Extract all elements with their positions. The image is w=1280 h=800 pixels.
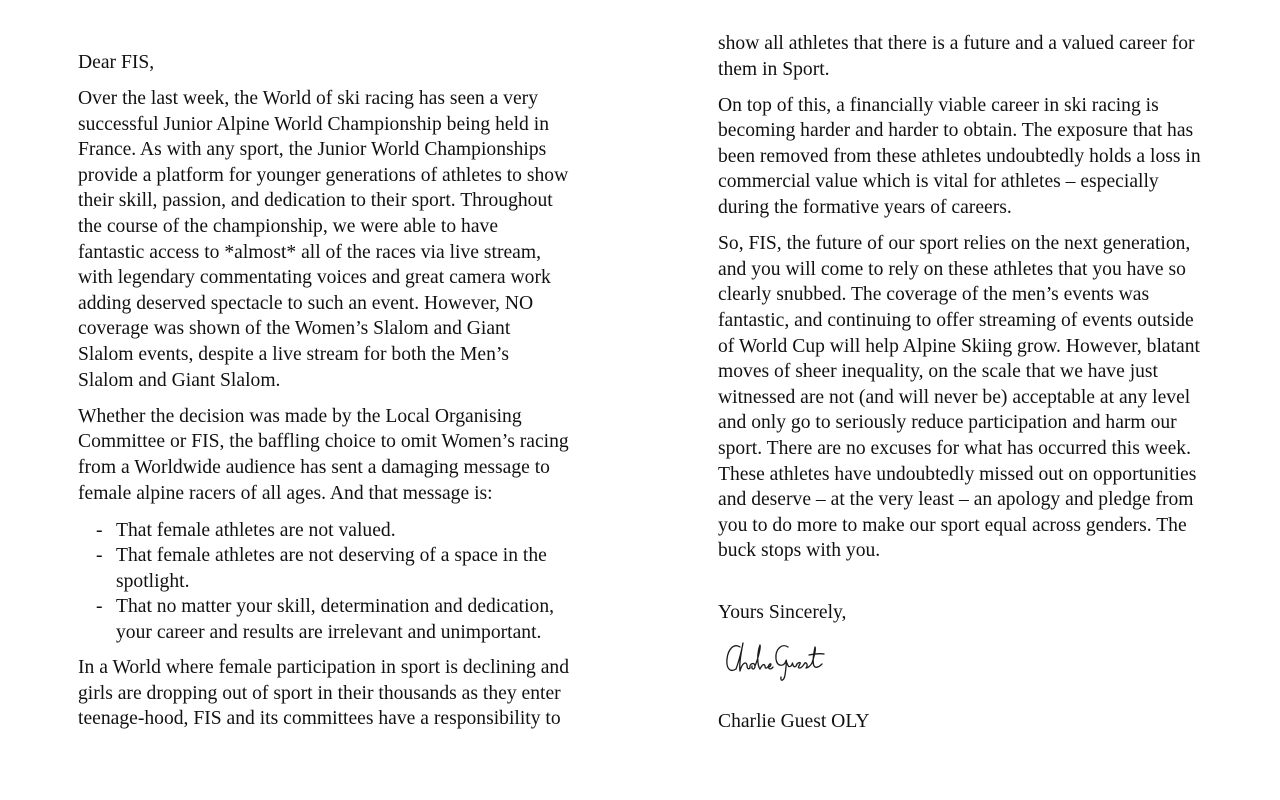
- greeting: Dear FIS,: [78, 52, 155, 73]
- text-line: and you will come to rely on these athletes that you have so: [718, 258, 1186, 280]
- signatory-name: Charlie Guest OLY: [718, 711, 870, 733]
- text-line: On top of this, a financially viable career in ski racing is: [718, 94, 1159, 116]
- paragraph-participation: [78, 655, 578, 732]
- text-line: Over the last week, the World of ski racing has seen a very: [78, 88, 538, 110]
- text-line: adding deserved spectacle to such an event. However, NO: [78, 292, 534, 314]
- text-line: moves of sheer inequality, on the scale that we have just: [718, 361, 1158, 383]
- dash-bullet: -: [96, 596, 103, 618]
- text-line: girls are dropping out of sport in their thousands as they enter: [78, 682, 561, 704]
- text-line: That female athletes are not valued.: [116, 519, 396, 541]
- text-line: you to do more to make our sport equal across genders. The: [718, 514, 1187, 536]
- text-line: Committee or FIS, the baffling choice to omit Women’s racing: [78, 431, 569, 453]
- text-line: buck stops with you.: [718, 540, 881, 562]
- text-line: Slalom and Giant Slalom.: [78, 369, 281, 391]
- text-line: with legendary commentating voices and great camera work: [78, 267, 551, 289]
- paragraph-financial: [718, 93, 1218, 221]
- closing: Yours Sincerely,: [718, 601, 847, 623]
- message-list: [78, 518, 578, 646]
- text-line: becoming harder and harder to obtain. The exposure that has: [718, 120, 1194, 142]
- text-line: France. As with any sport, the Junior World Championships: [78, 139, 547, 161]
- text-line: and deserve – at the very least – an apology and pledge from: [718, 489, 1194, 511]
- text-line: commercial value which is vital for athletes – especially: [718, 171, 1159, 193]
- text-line: successful Junior Alpine World Championship being held in: [78, 113, 549, 135]
- text-line: That no matter your skill, determination and dedication,: [116, 596, 555, 618]
- text-line: sport. There are no excuses for what has occurred this week.: [718, 437, 1191, 459]
- text-line: them in Sport.: [718, 58, 830, 80]
- list-item: [78, 543, 578, 594]
- letter-left-column: [78, 50, 578, 742]
- text-line: teenage-hood, FIS and its committees have a responsibility to: [78, 708, 561, 730]
- text-line: of World Cup will help Alpine Skiing grow. However, blatant: [718, 335, 1200, 357]
- paragraph-future: [718, 31, 1218, 82]
- text-line: provide a platform for younger generations of athletes to show: [78, 164, 569, 186]
- text-line: been removed from these athletes undoubtedly holds a loss in: [718, 145, 1201, 167]
- handwritten-signature: [722, 635, 832, 687]
- paragraph-decision: [78, 404, 578, 506]
- paragraph-conclusion: [718, 231, 1218, 564]
- text-line: and only go to seriously reduce participation and harm our: [718, 412, 1177, 434]
- text-line: during the formative years of careers.: [718, 197, 1012, 219]
- list-item: [78, 594, 578, 645]
- text-line: Whether the decision was made by the Local Organising: [78, 405, 522, 427]
- text-line: female alpine racers of all ages. And that message is:: [78, 482, 493, 504]
- paragraph-coverage: [78, 86, 578, 393]
- list-item: [78, 518, 578, 544]
- text-line: from a Worldwide audience has sent a damaging message to: [78, 456, 550, 478]
- text-line: Slalom events, despite a live stream for both the Men’s: [78, 344, 509, 366]
- text-line: These athletes have undoubtedly missed out on opportunities: [718, 463, 1197, 485]
- text-line: In a World where female participation in sport is declining and: [78, 657, 570, 679]
- text-line: coverage was shown of the Women’s Slalom and Giant: [78, 318, 511, 340]
- text-line: spotlight.: [116, 570, 190, 592]
- letter-right-column: [718, 31, 1218, 746]
- text-line: show all athletes that there is a future and a valued career for: [718, 33, 1195, 54]
- text-line: That female athletes are not deserving of a space in the: [116, 545, 547, 567]
- dash-bullet: -: [96, 519, 103, 541]
- text-line: fantastic, and continuing to offer streaming of events outside: [718, 309, 1194, 331]
- text-line: fantastic access to *almost* all of the races via live stream,: [78, 241, 541, 263]
- text-line: witnessed are not (and will never be) acceptable at any level: [718, 386, 1191, 408]
- text-line: clearly snubbed. The coverage of the men’s events was: [718, 284, 1150, 306]
- dash-bullet: -: [96, 545, 103, 567]
- text-line: the course of the championship, we were able to have: [78, 216, 499, 238]
- text-line: your career and results are irrelevant and unimportant.: [116, 621, 542, 643]
- text-line: their skill, passion, and dedication to their sport. Throughout: [78, 190, 553, 212]
- text-line: So, FIS, the future of our sport relies on the next generation,: [718, 233, 1191, 255]
